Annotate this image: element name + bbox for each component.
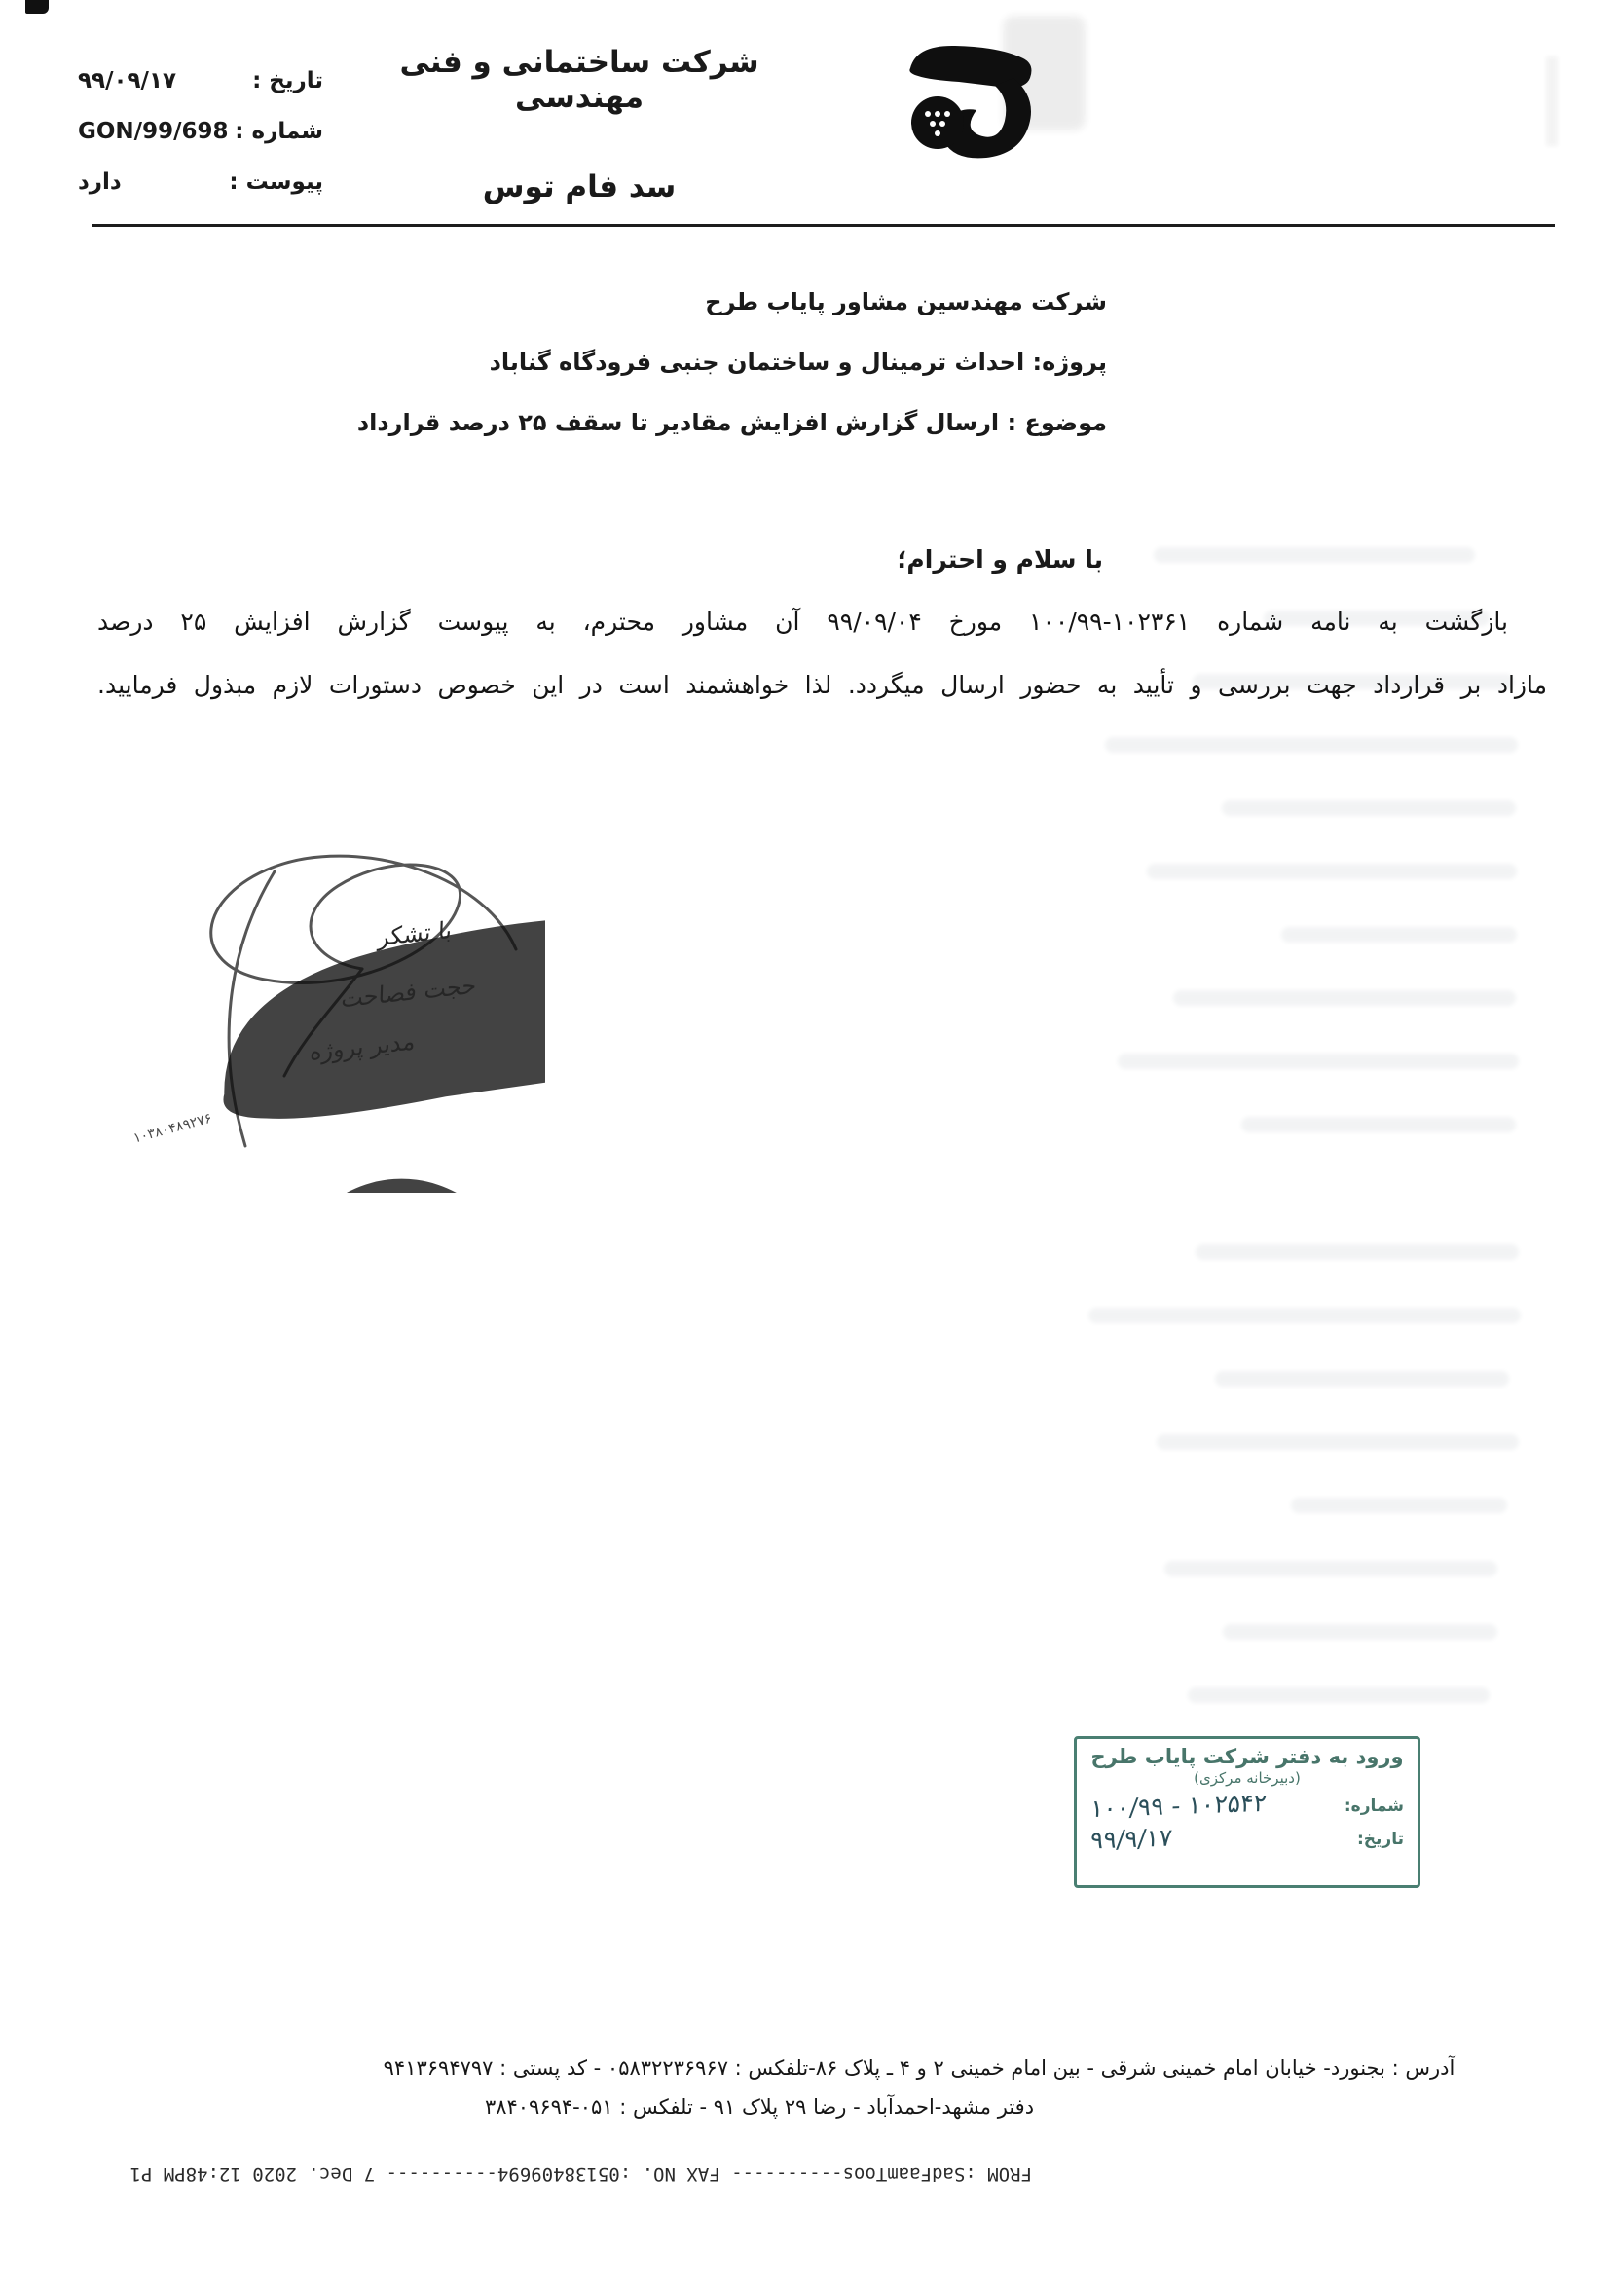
- attachment-value: دارد: [78, 169, 122, 195]
- bleedthrough-artifact: [1088, 1308, 1521, 1323]
- entry-stamp-date-label: تاریخ:: [1357, 1829, 1404, 1849]
- bleedthrough-artifact: [1222, 800, 1516, 816]
- bleedthrough-artifact: [1154, 547, 1475, 563]
- bleedthrough-artifact: [1196, 1244, 1519, 1260]
- entry-stamp-box: [1074, 1736, 1420, 1888]
- subject-line: موضوع : ارسال گزارش افزایش مقادیر تا سقف ۲۵ درصد قرارداد: [356, 409, 1107, 436]
- bleedthrough-artifact: [1188, 1687, 1490, 1703]
- date-value: ۹۹/۰۹/۱۷: [78, 68, 177, 93]
- letterhead: [389, 45, 769, 204]
- bleedthrough-artifact: [1281, 927, 1517, 943]
- entry-stamp-number-row: [1087, 1788, 1408, 1824]
- entry-stamp-title: ورود به دفتر شرکت پایاب طرح: [1090, 1745, 1404, 1768]
- letter-body: [97, 602, 1547, 728]
- bleedthrough-artifact: [1223, 1624, 1497, 1640]
- bleedthrough-artifact: [1105, 737, 1518, 753]
- meta-attachment-row: [78, 169, 323, 195]
- company-name: شرکت ساختمانی و فنی مهندسی: [399, 45, 759, 115]
- bleedthrough-artifact: [1546, 56, 1558, 146]
- scan-artifact: [25, 0, 49, 14]
- body-line-2: مازاد بر قرارداد جهت بررسی و تأیید به حضور ارسال میگردد. لذا خواهشمند است در این خصوص دستورات لازم مبذول فرمایید.: [97, 671, 1547, 699]
- entry-stamp-date-value: ۹۹/۹/۱۷: [1089, 1823, 1173, 1855]
- entry-stamp-number-label: شماره:: [1344, 1796, 1404, 1816]
- entry-stamp-date-row: [1087, 1825, 1408, 1853]
- salutation: با سلام و احترام؛: [897, 545, 1103, 574]
- bleedthrough-artifact: [1173, 990, 1516, 1006]
- footer-address-line-1: آدرس : بجنورد- خیابان امام خمینی شرقی - بین امام خمینی ۲ و ۴ ـ پلاک ۸۶-تلفکس : ۰۵۸۳۲۲۳۶۹۶۷ - کد پستی : ۹۴۱۳۶۹۴۷۹۷: [383, 2056, 1455, 2080]
- bleedthrough-artifact: [1164, 1561, 1497, 1576]
- bleedthrough-artifact: [1118, 1054, 1519, 1069]
- fax-transmission-line: FROM :SadFaamToos---------- FAX NO. :05138409694---------- 7 Dec. 2020 12:48PM P1: [129, 2164, 1032, 2185]
- bleedthrough-artifact: [1241, 1117, 1516, 1132]
- signature-name: حجت فصاحت: [340, 971, 477, 1014]
- number-label: شماره :: [235, 119, 323, 144]
- company-logo-icon: [899, 37, 1035, 164]
- header-divider: [92, 224, 1555, 227]
- letter-meta-block: [78, 68, 323, 220]
- bleedthrough-artifact: [1215, 1371, 1509, 1387]
- signature-scribble: [127, 833, 545, 1193]
- meta-number-row: [78, 119, 323, 144]
- date-label: تاریخ :: [252, 68, 323, 93]
- entry-stamp-number-value: ۱۰۲۵۴۲ - ۱۰۰/۹۹: [1089, 1788, 1269, 1824]
- bleedthrough-artifact: [1147, 864, 1517, 879]
- signature-code: ۱۰۳۸۰۴۸۹۲۷۶: [131, 1110, 214, 1147]
- footer-address-line-2: دفتر مشهد-احمدآباد - رضا ۲۹ پلاک ۹۱ - تلفکس : ۰۵۱-۳۸۴۰۹۶۹۴: [484, 2095, 1035, 2119]
- number-value: GON/99/698: [78, 119, 229, 144]
- attachment-label: پیوست :: [229, 169, 323, 195]
- signature-thanks: با تشکر: [377, 915, 453, 952]
- entry-stamp-subtitle: (دبیرخانه مرکزی): [1194, 1769, 1301, 1787]
- bleedthrough-artifact: [1157, 1434, 1519, 1450]
- recipient-block: [357, 288, 1107, 469]
- signature-stamp-logo: [196, 862, 545, 1193]
- meta-date-row: [78, 68, 323, 93]
- bleedthrough-artifact: [1291, 1498, 1507, 1513]
- project-line: پروژه: احداث ترمینال و ساختمان جنبی فرودگاه گناباد: [489, 349, 1107, 376]
- company-subtitle: سد فام توس: [482, 169, 677, 204]
- body-line-1: بازگشت به نامه شماره ۱۰۲۳۶۱-۱۰۰/۹۹ مورخ ۹۹/۰۹/۰۴ آن مشاور محترم، به پیوست گزارش افزایش ۲۵ درصد: [97, 608, 1508, 636]
- signature-block: [127, 833, 545, 1193]
- recipient-line: شرکت مهندسین مشاور پایاب طرح: [705, 288, 1107, 315]
- signature-title: مدیر پروژه: [309, 1027, 416, 1066]
